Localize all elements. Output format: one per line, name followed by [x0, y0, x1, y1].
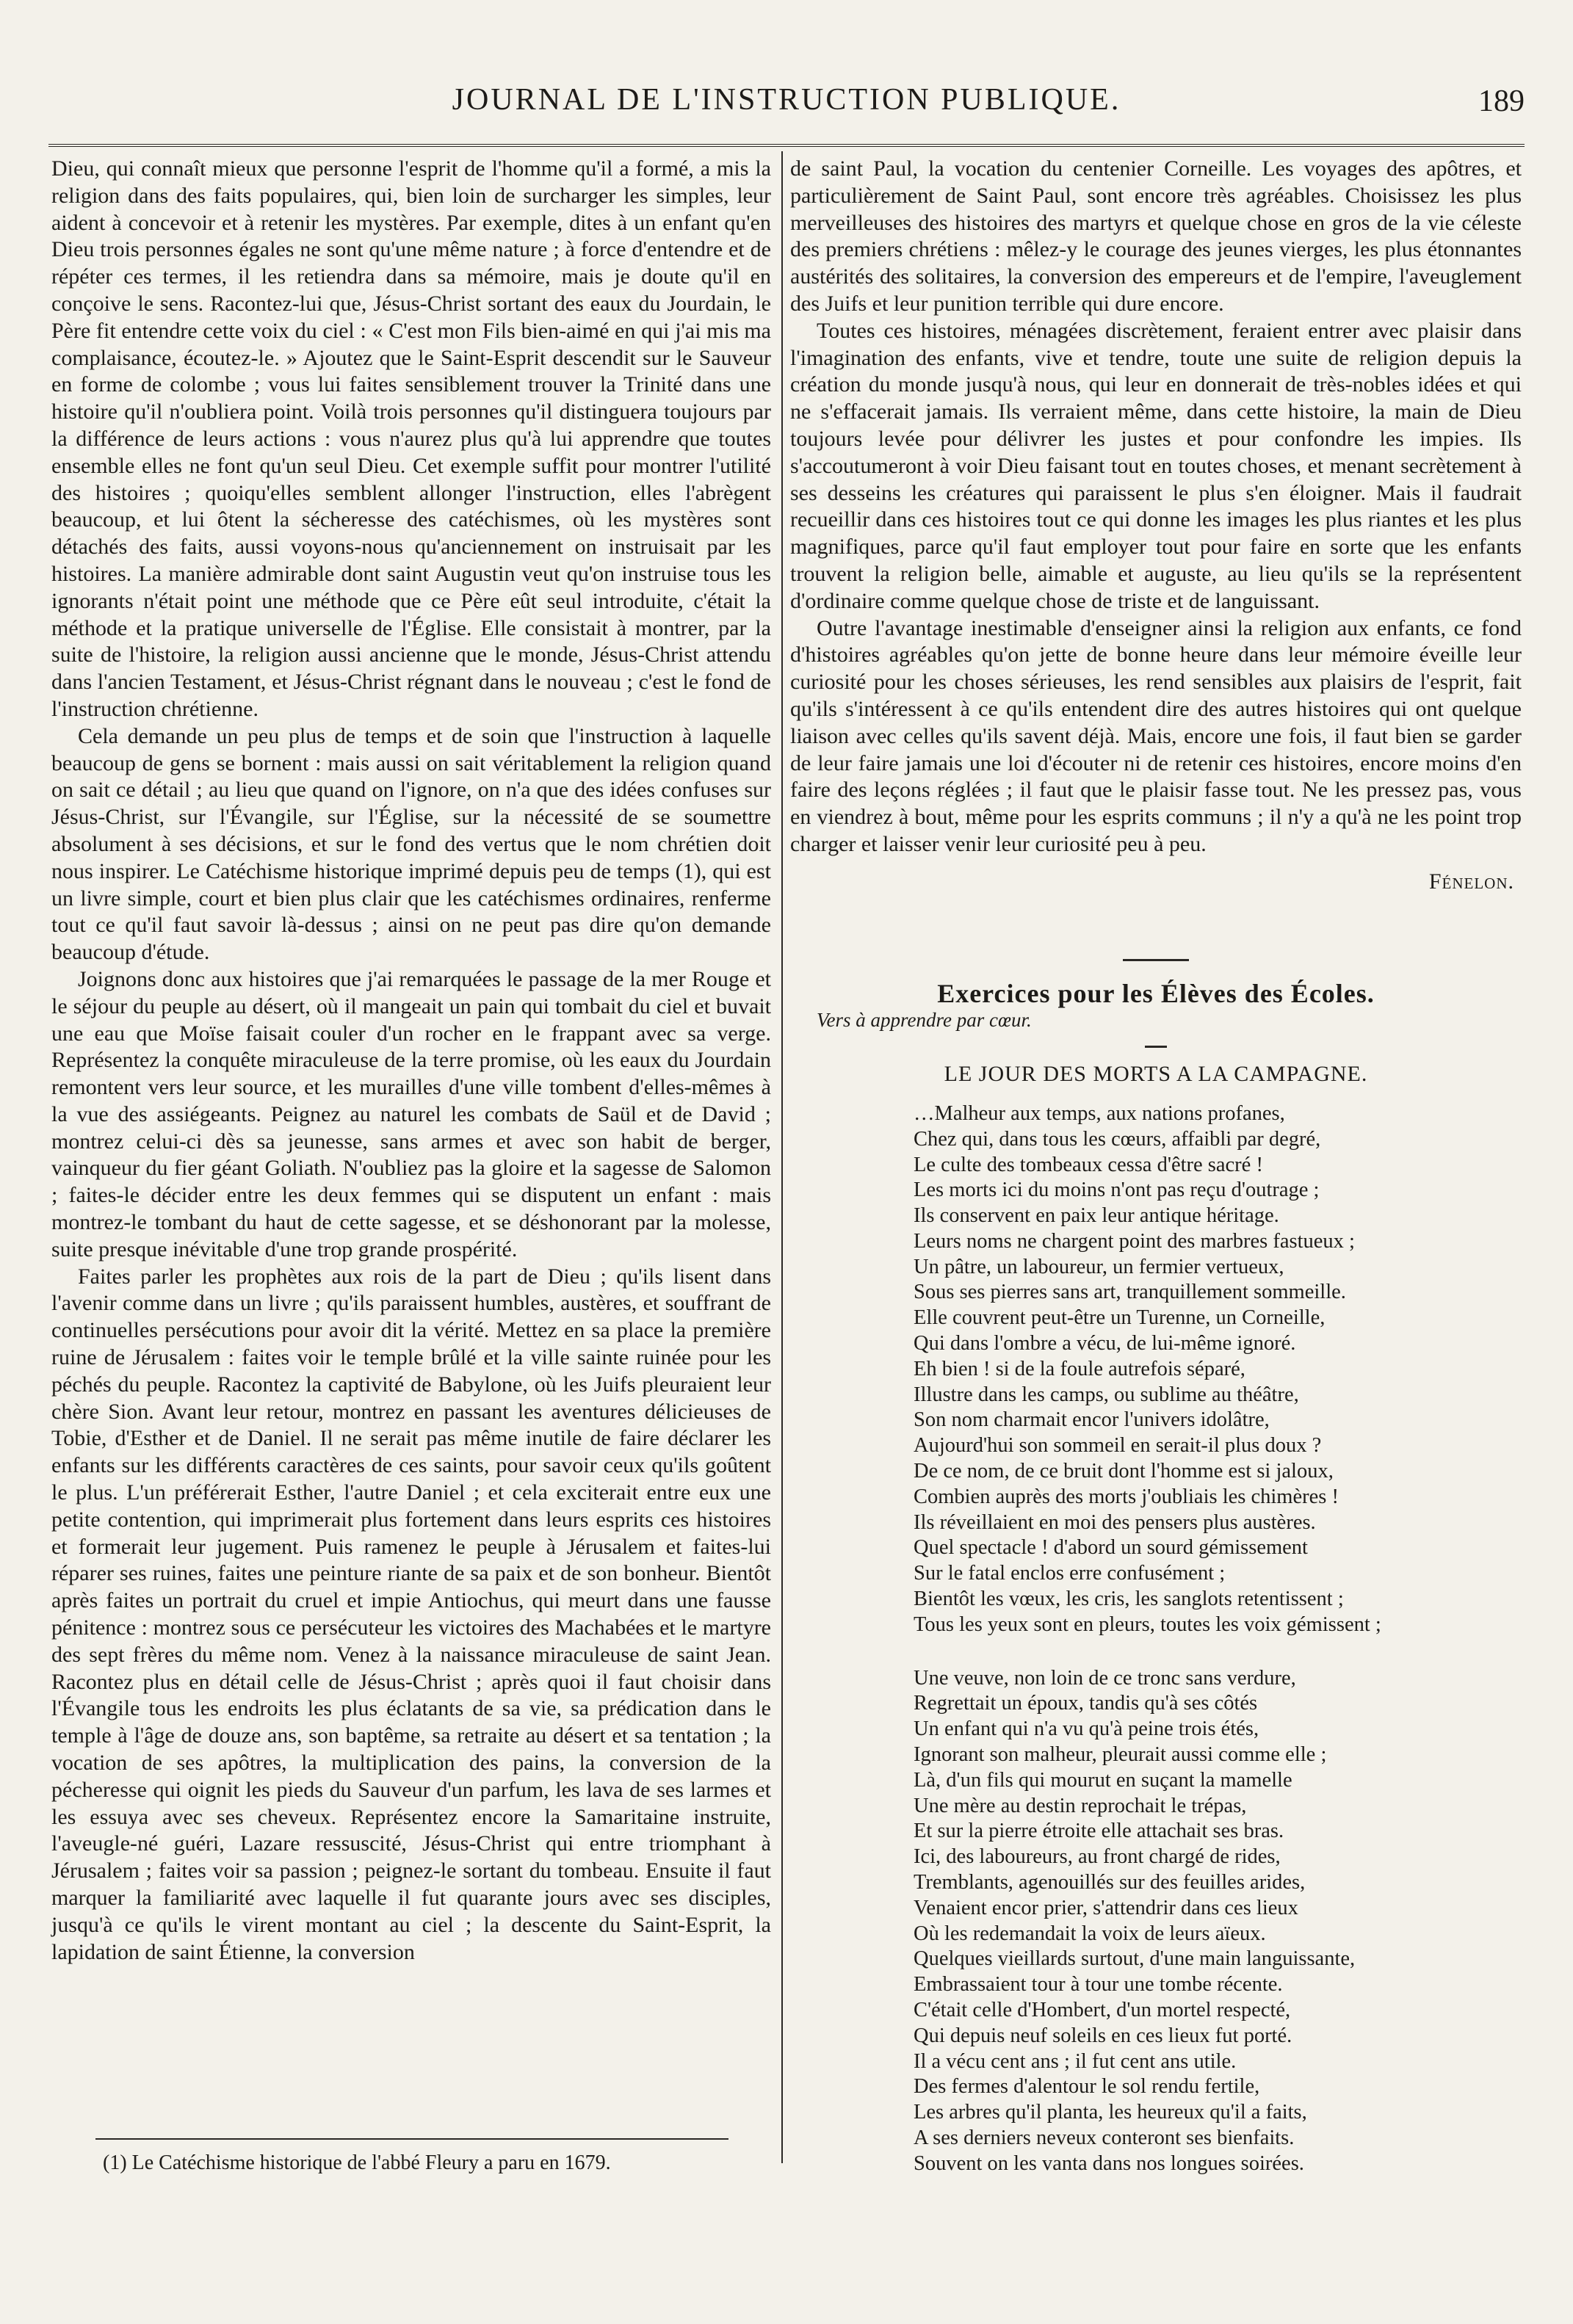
poem-line: Le culte des tombeaux cessa d'être sacré ! [914, 1153, 1263, 1176]
poem-line: Ils réveillaient en moi des pensers plus austères. [914, 1510, 1316, 1534]
section-separator [1123, 959, 1189, 961]
poem-line: Là, d'un fils qui mourut en suçant la mamelle [914, 1768, 1292, 1792]
poem-stanza [914, 1101, 1522, 1638]
poem-line: Quelques vieillards surtout, d'une main languissante, [914, 1947, 1356, 1971]
paragraph: Joignons donc aux histoires que j'ai remarquées le passage de la mer Rouge et le séjour du peuple au désert, où il mangeait un pain qui tombait du ciel et buvait une eau que Moïse faisait couler d'un rocher en le frappant avec sa verge. Représentez la conquête miraculeuse de la terre promise, où les eaux du Jourdain remontent vers leur source, et les murailles d'une ville tombent d'elles-mêmes à la vue des assiégeants. Peignez au naturel les combats de Saül et de David ; montrez celui-ci dès sa jeunesse, sans armes et avec son habit de berger, vainqueur du fier géant Goliath. N'oubliez pas la gloire et la sagesse de Salomon ; faites-le décider entre les deux femmes qui se disputent un enfant : mais montrez-le tombant du haut de cette sagesse, et se déshonorant par la molesse, suite presque inévitable d'une trop grande prospérité. [51, 966, 771, 1261]
left-column [51, 156, 771, 1966]
poem-line: Combien auprès des morts j'oubliais les chimères ! [914, 1485, 1339, 1508]
poem-line: Sous ses pierres sans art, tranquillement sommeille. [914, 1281, 1346, 1304]
poem-line: Regrettait un époux, tandis qu'à ses côtés [914, 1692, 1258, 1715]
journal-title: JOURNAL DE L'INSTRUCTION PUBLIQUE. [452, 83, 1121, 117]
paragraph: de saint Paul, la vocation du centenier Corneille. Les voyages des apôtres, et particulièrement de Saint Paul, sont encore très agréables. Choisissez les plus merveilleuses des histoires des martyrs et quelque chose en gros de la vie céleste des premiers chrétiens : mêlez-y le courage des jeunes vierges, les plus étonnantes austérités des solitaires, la conversion des empereurs et de l'empire, l'aveuglement des Juifs et leur punition terrible qui dure encore. [790, 156, 1522, 316]
paragraph: Toutes ces histoires, ménagées discrètement, feraient entrer avec plaisir dans l'imagination des enfants, vive et tendre, toute une suite de religion depuis la création du monde jusqu'à nous, qui leur en donnerait de très-nobles idées et qui ne s'effacerait jamais. Ils verraient même, dans cette histoire, la main de Dieu toujours levée pour délivrer les justes et pour confondre les impies. Ils s'accoutumeront à voir Dieu faisant tout en toutes choses, et menant secrètement à ses desseins les créatures qui paraissent le plus s'en éloigner. Mais il faudrait recueillir dans ces histoires tout ce qui donne les images les plus riantes et les plus magnifiques, parce qu'il faut employer tout pour faire en sorte que les enfants trouvent la religion belle, aimable et auguste, au lieu qu'ils se la représentent d'ordinaire comme quelque chose de triste et de languissant. [790, 318, 1522, 613]
footnote: (1) Le Catéchisme historique de l'abbé Fleury a paru en 1679. [103, 2151, 611, 2174]
poem-line: A ses derniers neveux conteront ses bienfaits. [914, 2126, 1295, 2149]
poem-line: Une mère au destin reprochait le trépas, [914, 1794, 1247, 1817]
author-signature: Fénelon. [1428, 869, 1514, 894]
short-separator [1145, 1046, 1167, 1048]
page-header [48, 82, 1525, 134]
poem-line: Illustre dans les camps, ou sublime au théâtre, [914, 1383, 1299, 1406]
right-column [790, 156, 1522, 2177]
poem-line: Ils conservent en paix leur antique héritage. [914, 1204, 1279, 1228]
poem-line: De ce nom, de ce bruit dont l'homme est si jaloux, [914, 1460, 1334, 1483]
poem-line: Et sur la pierre étroite elle attachait ses bras. [914, 1820, 1284, 1843]
poem-line: Chez qui, dans tous les cœurs, affaibli par degré, [914, 1127, 1321, 1151]
poem-line: Venaient encor prier, s'attendrir dans ces lieux [914, 1896, 1298, 1919]
poem-line: Ici, des laboureurs, au front chargé de rides, [914, 1845, 1281, 1869]
poem-line: Bientôt les vœux, les cris, les sanglots retentissent ; [914, 1588, 1344, 1611]
footnote-rule [95, 2138, 728, 2140]
section-subtitle: Vers à apprendre par cœur. [817, 1009, 1032, 1032]
header-rule [48, 144, 1525, 147]
poem-line: Souvent on les vanta dans nos longues soirées. [914, 2151, 1304, 2175]
paragraph: Cela demande un peu plus de temps et de soin que l'instruction à laquelle beaucoup de gens se bornent : mais aussi on sait véritablement la religion quand on sait ce détail ; au lieu que quand on l'ignore, on n'a que des idées confuses sur Jésus-Christ, sur l'Évangile, sur l'Église, sur la nécessité de se soumettre absolument à ses décisions, et sur le fond des vertus que le nom chrétien doit nous inspirer. Le Catéchisme historique imprimé depuis peu de temps (1), qui est un livre simple, court et bien plus clair que les catéchismes ordinaires, renferme tout ce qu'il faut savoir là-dessus ; ainsi on ne peut pas dire qu'on demande beaucoup d'étude. [51, 723, 771, 965]
poem-line: Une veuve, non loin de ce tronc sans verdure, [914, 1666, 1296, 1690]
poem-line: Un pâtre, un laboureur, un fermier vertueux, [914, 1255, 1284, 1278]
poem-line: Tremblants, agenouillés sur des feuilles arides, [914, 1871, 1306, 1894]
paragraph: Outre l'avantage inestimable d'enseigner ainsi la religion aux enfants, ce fond d'histoires agréables qu'on jette de bonne heure dans leur mémoire éveille leur curiosité pour les choses sérieuses, les rend sensibles aux plaisirs de l'esprit, fait qu'ils s'intéressent à ce qu'ils entendent dire des autres histoires qui ont quelque liaison avec celles qu'ils savent déjà. Mais, encore une fois, il faut bien se garder de leur faire jamais une loi d'écouter ni de retenir ces histoires, encore moins d'en faire des leçons réglées ; il faut que le plaisir fasse tout. Ne les pressez pas, vous en viendrez à bout, même pour les esprits communs ; il n'y a qu'à ne les point trop charger et laisser venir leur curiosité peu à peu. [790, 615, 1522, 856]
poem-line: Les arbres qu'il planta, les heureux qu'il a faits, [914, 2101, 1307, 2124]
poem-line: Aujourd'hui son sommeil en serait-il plus doux ? [914, 1434, 1322, 1458]
poem-line: Son nom charmait encor l'univers idolâtre, [914, 1408, 1270, 1432]
poem-line: Ignorant son malheur, pleurait aussi comme elle ; [914, 1743, 1327, 1767]
poem-line: Un enfant qui n'a vu qu'à peine trois étés, [914, 1717, 1259, 1741]
poem-line: Embrassaient tour à tour une tombe récente. [914, 1973, 1283, 1997]
poem-line: Tous les yeux sont en pleurs, toutes les voix gémissent ; [914, 1612, 1381, 1636]
column-divider [781, 151, 783, 2163]
poem-line: Elle couvrent peut-être un Turenne, un Corneille, [914, 1306, 1326, 1330]
poem-line: Il a vécu cent ans ; il fut cent ans utile. [914, 2049, 1237, 2073]
poem-line: Où les redemandait la voix de leurs aïeux. [914, 1922, 1266, 1945]
section-title: Exercices pour les Élèves des Écoles. [937, 978, 1375, 1008]
paragraph: Faites parler les prophètes aux rois de la part de Dieu ; qu'ils lisent dans l'avenir comme dans un livre ; qu'ils paraissent humbles, austères, et souffrant de continuelles persécutions pour avoir dit la vérité. Mettez en sa place la première ruine de Jérusalem : faites voir le temple brûlé et la ville sainte ruinée pour les péchés du peuple. Racontez la captivité de Babylone, où les Juifs pleuraient leur chère Sion. Avant leur retour, montrez en passant les aventures délicieuses de Tobie, d'Esther et de Daniel. Il ne serait pas même inutile de faire déclarer les enfants sur les différents caractères de ces saints, pour savoir ceux qu'ils goûtent le plus. L'un préférerait Esther, l'autre Daniel ; et cela exciterait entre eux une petite contention, qui imprimerait plus fortement dans leurs esprits ces histoires et formerait leur jugement. Puis ramenez le peuple à Jérusalem et faites-lui réparer ses ruines, faites une peinture riante de sa paix et de son bonheur. Bientôt après faites un portrait du cruel et impie Antiochus, qui meurt dans une fausse pénitence : montrez sous ce persécuteur les victoires des Machabées et le martyre des sept frères du même nom. Venez à la naissance miraculeuse de saint Jean. Racontez plus en détail celle de Jésus-Christ ; après quoi il faut choisir dans l'Évangile tous les endroits les plus éclatants de sa vie, sa prédication dans le temple à l'âge de douze ans, son baptême, sa retraite au désert et sa tentation ; la vocation de ses apôtres, la multiplication des pains, la conversion de la pécheresse qui oignit les pieds du Sauveur d'un parfum, les lava de ses larmes et les essuya avec ses cheveux. Représentez encore la Samaritaine instruite, l'aveugle-né guéri, Lazare ressuscité, Jésus-Christ qui entre triomphant à Jérusalem ; faites voir sa passion ; peignez-le sortant du tombeau. Ensuite il faut marquer la familiarité avec laquelle il fut quarante jours avec ses disciples, jusqu'à ce qu'ils le virent montant au ciel ; la descente du Saint-Esprit, la lapidation de saint Étienne, la conversion [51, 1264, 771, 1964]
stanza-gap [790, 1638, 1522, 1666]
poem-line: Qui dans l'ombre a vécu, de lui-même ignoré. [914, 1332, 1296, 1355]
poem-line: Les morts ici du moins n'ont pas reçu d'outrage ; [914, 1179, 1320, 1202]
poem-stanza [914, 1666, 1522, 2177]
poem-line: Des fermes d'alentour le sol rendu fertile, [914, 2075, 1260, 2099]
poem-line: …Malheur aux temps, aux nations profanes, [914, 1101, 1285, 1125]
poem-title: LE JOUR DES MORTS A LA CAMPAGNE. [944, 1062, 1368, 1087]
page-number: 189 [1478, 84, 1525, 118]
paragraph: Dieu, qui connaît mieux que personne l'esprit de l'homme qu'il a formé, a mis la religion dans des faits populaires, qui, bien loin de surcharger les simples, leur aident à concevoir et à retenir les mystères. Par exemple, dites à un enfant qu'en Dieu trois personnes égales ne sont qu'une même nature ; à force d'entendre et de répéter ces termes, il les retiendra dans sa mémoire, mais je doute qu'il en conçoive le sens. Racontez-lui que, Jésus-Christ sortant des eaux du Jourdain, le Père fit entendre cette voix du ciel : « C'est mon Fils bien-aimé en qui j'ai mis ma complaisance, écoutez-le. » Ajoutez que le Saint-Esprit descendit sur le Sauveur en forme de colombe ; vous lui faites sensiblement trouver la Trinité dans une histoire qu'il n'oubliera point. Voilà trois personnes qu'il distinguera toujours par la différence de leurs actions : vous n'aurez plus qu'à lui apprendre que toutes ensemble elles ne font qu'un seul Dieu. Cet exemple suffit pour montrer l'utilité des histoires ; quoiqu'elles semblent allonger l'instruction, elles l'abrègent beaucoup, et lui ôtent la sécheresse des catéchismes, où les mystères sont détachés des faits, aussi voyons-nous qu'anciennement on instruisait par les histoires. La manière admirable dont saint Augustin veut qu'on instruise tous les ignorants n'était point une méthode que ce Père eût seul introduite, c'était la méthode et la pratique universelle de l'Église. Elle consistait à montrer, par la suite de l'histoire, la religion aussi ancienne que le monde, Jésus-Christ attendu dans l'ancien Testament, et Jésus-Christ régnant dans le nouveau ; c'est le fond de l'instruction chrétienne. [51, 156, 771, 721]
poem-line: C'était celle d'Hombert, d'un mortel respecté, [914, 1999, 1291, 2021]
poem-line: Quel spectacle ! d'abord un sourd gémissement [914, 1536, 1308, 1560]
poem-line: Eh bien ! si de la foule autrefois séparé, [914, 1357, 1245, 1380]
poem-line: Qui depuis neuf soleils en ces lieux fut porté. [914, 2024, 1292, 2047]
poem-line: Sur le fatal enclos erre confusément ; [914, 1562, 1226, 1585]
poem-line: Leurs noms ne chargent point des marbres fastueux ; [914, 1229, 1355, 1253]
